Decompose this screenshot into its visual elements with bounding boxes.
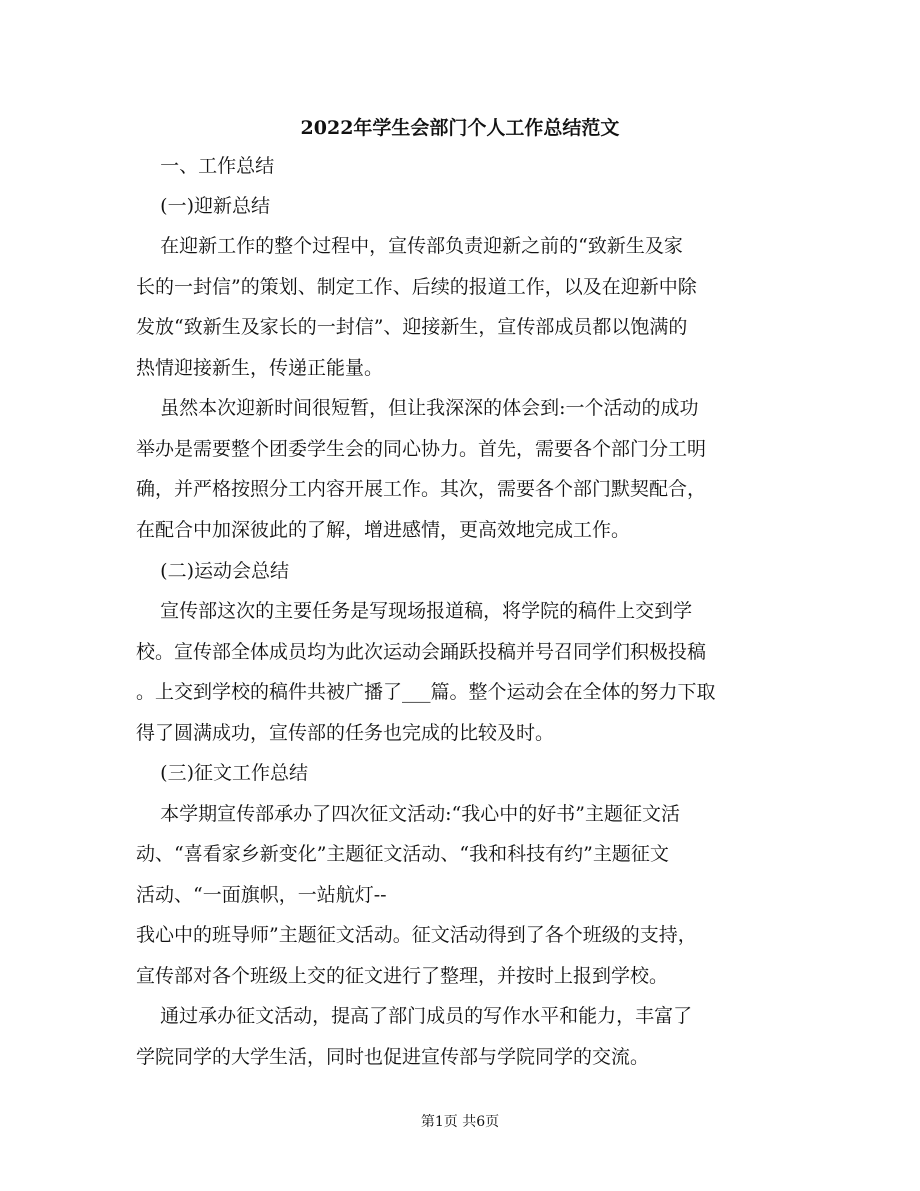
body-line: 我心中的班导师”主题征文活动。征文活动得到了各个班级的支持， [136, 924, 697, 946]
body-line: 举办是需要整个团委学生会的同心协力。首先，需要各个部门分工明 [136, 438, 707, 460]
body-line: 宣传部这次的主要任务是写现场报道稿，将学院的稿件上交到学 [136, 600, 693, 622]
body-line: 发放“致新生及家长的一封信”、迎接新生，宣传部成员都以饱满的 [136, 316, 688, 338]
body-line: 热情迎接新生，传递正能量。 [136, 357, 384, 379]
section-heading: 一、工作总结 [136, 155, 275, 177]
body-line: 在配合中加深彼此的了解，增进感情，更高效地完成工作。 [136, 519, 631, 541]
body-line: 。上交到学校的稿件共被广播了___篇。整个运动会在全体的努力下取 [136, 681, 716, 703]
subsection-heading: (二)运动会总结 [136, 560, 289, 582]
subsection-heading: (三)征文工作总结 [136, 762, 308, 784]
body-line: 本学期宣传部承办了四次征文活动:“我心中的好书”主题征文活 [136, 803, 680, 825]
body-line: 动、“喜看家乡新变化”主题征文活动、“我和科技有约”主题征文 [136, 843, 669, 865]
body-line: 确，并严格按照分工内容开展工作。其次，需要各个部门默契配合， [136, 478, 707, 500]
page-number-footer: 第1页 共6页 [420, 1114, 500, 1130]
body-line: 虽然本次迎新时间很短暂，但让我深深的体会到:一个活动的成功 [136, 397, 699, 419]
body-line: 活动、“一面旗帜，一站航灯-- [136, 884, 387, 906]
body-line: 通过承办征文活动，提高了部门成员的写作水平和能力，丰富了 [136, 1005, 693, 1027]
body-line: 校。宣传部全体成员均为此次运动会踊跃投稿并号召同学们积极投稿 [136, 641, 707, 663]
body-line: 在迎新工作的整个过程中，宣传部负责迎新之前的“致新生及家 [136, 235, 683, 257]
body-line: 长的一封信”的策划、制定工作、后续的报道工作，以及在迎新中除 [136, 276, 697, 298]
body-line: 学院同学的大学生活，同时也促进宣传部与学院同学的交流。 [136, 1046, 650, 1068]
document-title: 2022年学生会部门个人工作总结范文 [300, 117, 620, 139]
body-line: 得了圆满成功，宣传部的任务也完成的比较及时。 [136, 722, 555, 744]
subsection-heading: (一)迎新总结 [136, 195, 270, 217]
body-line: 宣传部对各个班级上交的征文进行了整理，并按时上报到学校。 [136, 965, 669, 987]
